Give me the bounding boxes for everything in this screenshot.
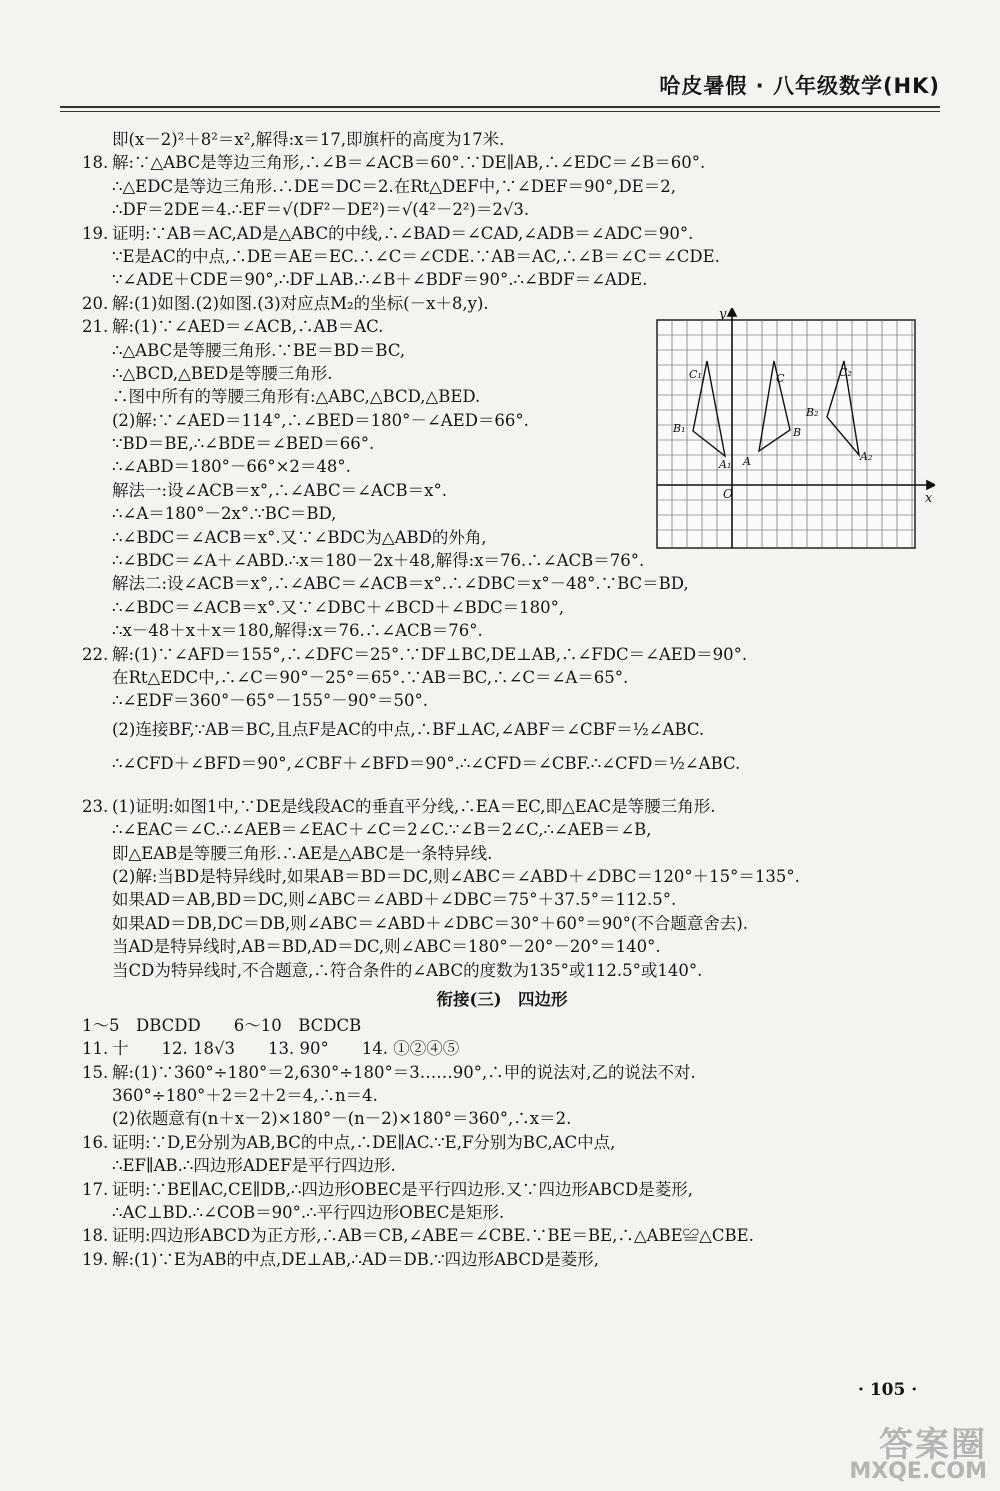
label-a2: A₂	[860, 450, 873, 463]
text-line: 如果AD＝DB,DC＝DB,则∠ABC＝∠ABD＋∠DBC＝30°＋60°＝90°(不合题意舍去).	[112, 913, 749, 933]
text-line: 17. 证明:∵BE∥AC,CE∥DB,∴四边形OBEC是平行四边形.又∵四边形ABCD是菱形,	[82, 1179, 693, 1199]
text-line: 18. 解:∵△ABC是等边三角形,∴∠B＝∠ACB＝60°.∵DE∥AB,∴∠EDC＝∠B＝60°.	[82, 153, 706, 173]
text-line: 23. (1)证明:如图1中,∵DE是线段AC的垂直平分线,∴EA＝EC,即△EAC是等腰三角形.	[82, 796, 716, 816]
y-axis-label: y	[719, 308, 727, 322]
page-number: · 105 ·	[858, 1380, 918, 1400]
answer-content	[82, 128, 922, 1271]
book-title: 哈皮暑假 · 八年级数学(HK)	[659, 74, 940, 98]
header-rule	[60, 106, 940, 108]
label-c1: C₁	[689, 368, 702, 381]
text-line: ∵BD＝BE,∴∠BDE＝∠BED＝66°.	[112, 434, 375, 454]
text-line: 在Rt△EDC中,∴∠C＝90°－25°＝65°.∵AB＝BC,∴∠C＝∠A＝65°.	[112, 667, 629, 687]
text-line: ∴∠BDC＝∠ACB＝x°.又∵∠DBC＋∠BCD＋∠BDC＝180°,	[112, 597, 565, 617]
text-line: 20. 解:(1)如图.(2)如图.(3)对应点M₂的坐标(－x＋8,y).	[82, 293, 489, 313]
text-line: ∴x－48＋x＋x＝180,解得:x＝76.∴∠ACB＝76°.	[112, 621, 483, 641]
text-line: ∴AC⊥BD.∴∠COB＝90°.∴平行四边形OBEC是矩形.	[112, 1203, 505, 1223]
text-line: 即(x－2)²＋8²＝x²,解得:x＝17,即旗杆的高度为17米.	[112, 130, 505, 149]
text-line: 当CD为特异线时,不合题意,∴符合条件的∠ABC的度数为135°或112.5°或140°.	[112, 960, 703, 980]
watermark-text: 答案圈	[879, 1425, 987, 1465]
text-line: 18. 证明:四边形ABCD为正方形,∴AB＝CB,∠ABE＝∠CBE.∵BE＝BE,∴△ABE≌△CBE.	[82, 1226, 754, 1246]
coordinate-grid-figure	[655, 308, 935, 553]
text-line: 21. 解:(1)∵∠AED＝∠ACB,∴AB＝AC.	[82, 317, 384, 337]
text-line: ∴∠EDF＝360°－65°－155°－90°＝50°.	[112, 691, 429, 711]
text-line: 19. 解:(1)∵E为AB的中点,DE⊥AB,∴AD＝DB.∵四边形ABCD是菱形,	[82, 1249, 600, 1269]
page-header	[60, 70, 940, 110]
text-line: ∴∠BDC＝∠ACB＝x°.又∵∠BDC为△ABD的外角,	[112, 527, 487, 547]
label-b1: B₁	[673, 422, 686, 435]
section-heading: 衔接(三) 四边形	[436, 989, 568, 1009]
text-line: 19. 证明:∵AB＝AC,AD是△ABC的中线,∴∠BAD＝∠CAD,∠ADB＝∠ADC＝90°.	[82, 223, 694, 243]
text-line: 解法二:设∠ACB＝x°,∴∠ABC＝∠ACB＝x°.∴∠DBC＝x°－48°.∵BC＝BD,	[112, 574, 689, 594]
text-line: 15. 解:(1)∵360°÷180°＝2,630°÷180°＝3……90°,∴甲的说法对,乙的说法不对.	[82, 1062, 696, 1082]
text-line: ∵E是AC的中点,∴DE＝AE＝EC.∴∠C＝∠CDE.∵AB＝AC,∴∠B＝∠C＝∠CDE.	[112, 246, 720, 266]
text-line: ∴∠EAC＝∠C.∴∠AEB＝∠EAC＋∠C＝2∠C.∵∠B＝2∠C,∴∠AEB＝∠B,	[112, 820, 652, 840]
text-line: ∴∠A＝180°－2x°.∵BC＝BD,	[112, 504, 337, 524]
label-b2: B₂	[806, 406, 819, 419]
label-b: B	[793, 426, 802, 439]
text-line: ∴△BCD,△BED是等腰三角形.	[112, 363, 333, 383]
label-a1: A₁	[719, 458, 732, 471]
text-line: (2)依题意有(n＋x－2)×180°－(n－2)×180°＝360°,∴x＝2.	[112, 1109, 572, 1129]
text-line: 22. 解:(1)∵∠AFD＝155°,∴∠DFC＝25°.∵DF⊥BC,DE⊥AB,∴∠FDC＝∠AED＝90°.	[82, 644, 748, 664]
text-line: ∴△ABC是等腰三角形.∵BE＝BD＝BC,	[112, 340, 406, 360]
text-line: (2)解:∵∠AED＝114°,∴∠BED＝180°－∠AED＝66°.	[112, 410, 529, 430]
text-line: ∴图中所有的等腰三角形有:△ABC,△BCD,△BED.	[112, 387, 481, 407]
label-c: C	[776, 372, 785, 385]
text-line: 即△EAB是等腰三角形.∴AE是△ABC是一条特异线.	[112, 843, 493, 863]
watermark-url: MXQE.COM	[849, 1459, 987, 1484]
text-line: 当AD是特异线时,AB＝BD,AD＝DC,则∠ABC＝180°－20°－20°＝140°.	[112, 937, 661, 957]
x-axis-arrow-icon	[927, 481, 935, 489]
text-line: (2)解:当BD是特异线时,如果AB＝BD＝DC,则∠ABC＝∠ABD＋∠DBC＝120°＋15°＝135°.	[112, 866, 800, 886]
label-c2: C₂	[839, 366, 852, 379]
text-line: 1～5 DBCDD 6～10 BCDCB	[82, 1015, 362, 1035]
text-line: 16. 证明:∵D,E分别为AB,BC的中点,∴DE∥AC.∵E,F分别为BC,AC中点,	[82, 1132, 616, 1152]
text-line: ∴DF＝2DE＝4.∴EF＝√(DF²－DE²)＝√(4²－2²)＝2√3.	[112, 200, 530, 220]
text-line: ∴∠BDC＝∠A＋∠ABD.∴x＝180－2x＋48,解得:x＝76.∴∠ACB＝76°.	[112, 551, 645, 571]
text-line: 如果AD＝AB,BD＝DC,则∠ABC＝∠ABD＋∠DBC＝75°＋37.5°＝112.5°.	[112, 890, 677, 910]
x-axis-label: x	[925, 491, 933, 506]
header-rule-thin	[60, 111, 940, 112]
text-line: ∴EF∥AB.∴四边形ADEF是平行四边形.	[112, 1156, 396, 1176]
watermark-logo	[818, 1415, 993, 1490]
text-line: 11. 十 12. 18√3 13. 90° 14. ①②④⑤	[82, 1039, 460, 1059]
origin-label: O	[723, 487, 733, 501]
text-line: ∵∠ADE＋CDE＝90°,∴DF⊥AB.∴∠B＋∠BDF＝90°.∴∠BDF＝∠ADE.	[112, 270, 648, 290]
text-line: ∴∠ABD＝180°－66°×2＝48°.	[112, 457, 351, 477]
grid-frame	[657, 320, 915, 548]
label-a: A	[743, 455, 751, 468]
text-line: 解法一:设∠ACB＝x°,∴∠ABC＝∠ACB＝x°.	[112, 480, 447, 500]
text-line: 360°÷180°＋2＝2＋2＝4,∴n＝4.	[112, 1086, 378, 1106]
text-line: (2)连接BF,∵AB＝BC,且点F是AC的中点,∴BF⊥AC,∠ABF＝∠CBF＝½∠ABC.	[112, 719, 705, 739]
text-line: ∴△EDC是等边三角形.∴DE＝DC＝2.在Rt△DEF中,∵∠DEF＝90°,DE＝2,	[112, 176, 676, 196]
y-axis-arrow-icon	[728, 308, 736, 316]
grid-svg	[655, 308, 935, 553]
text-line: ∴∠CFD＋∠BFD＝90°,∠CBF＋∠BFD＝90°.∴∠CFD＝∠CBF.∴∠CFD＝½∠ABC.	[112, 753, 741, 773]
